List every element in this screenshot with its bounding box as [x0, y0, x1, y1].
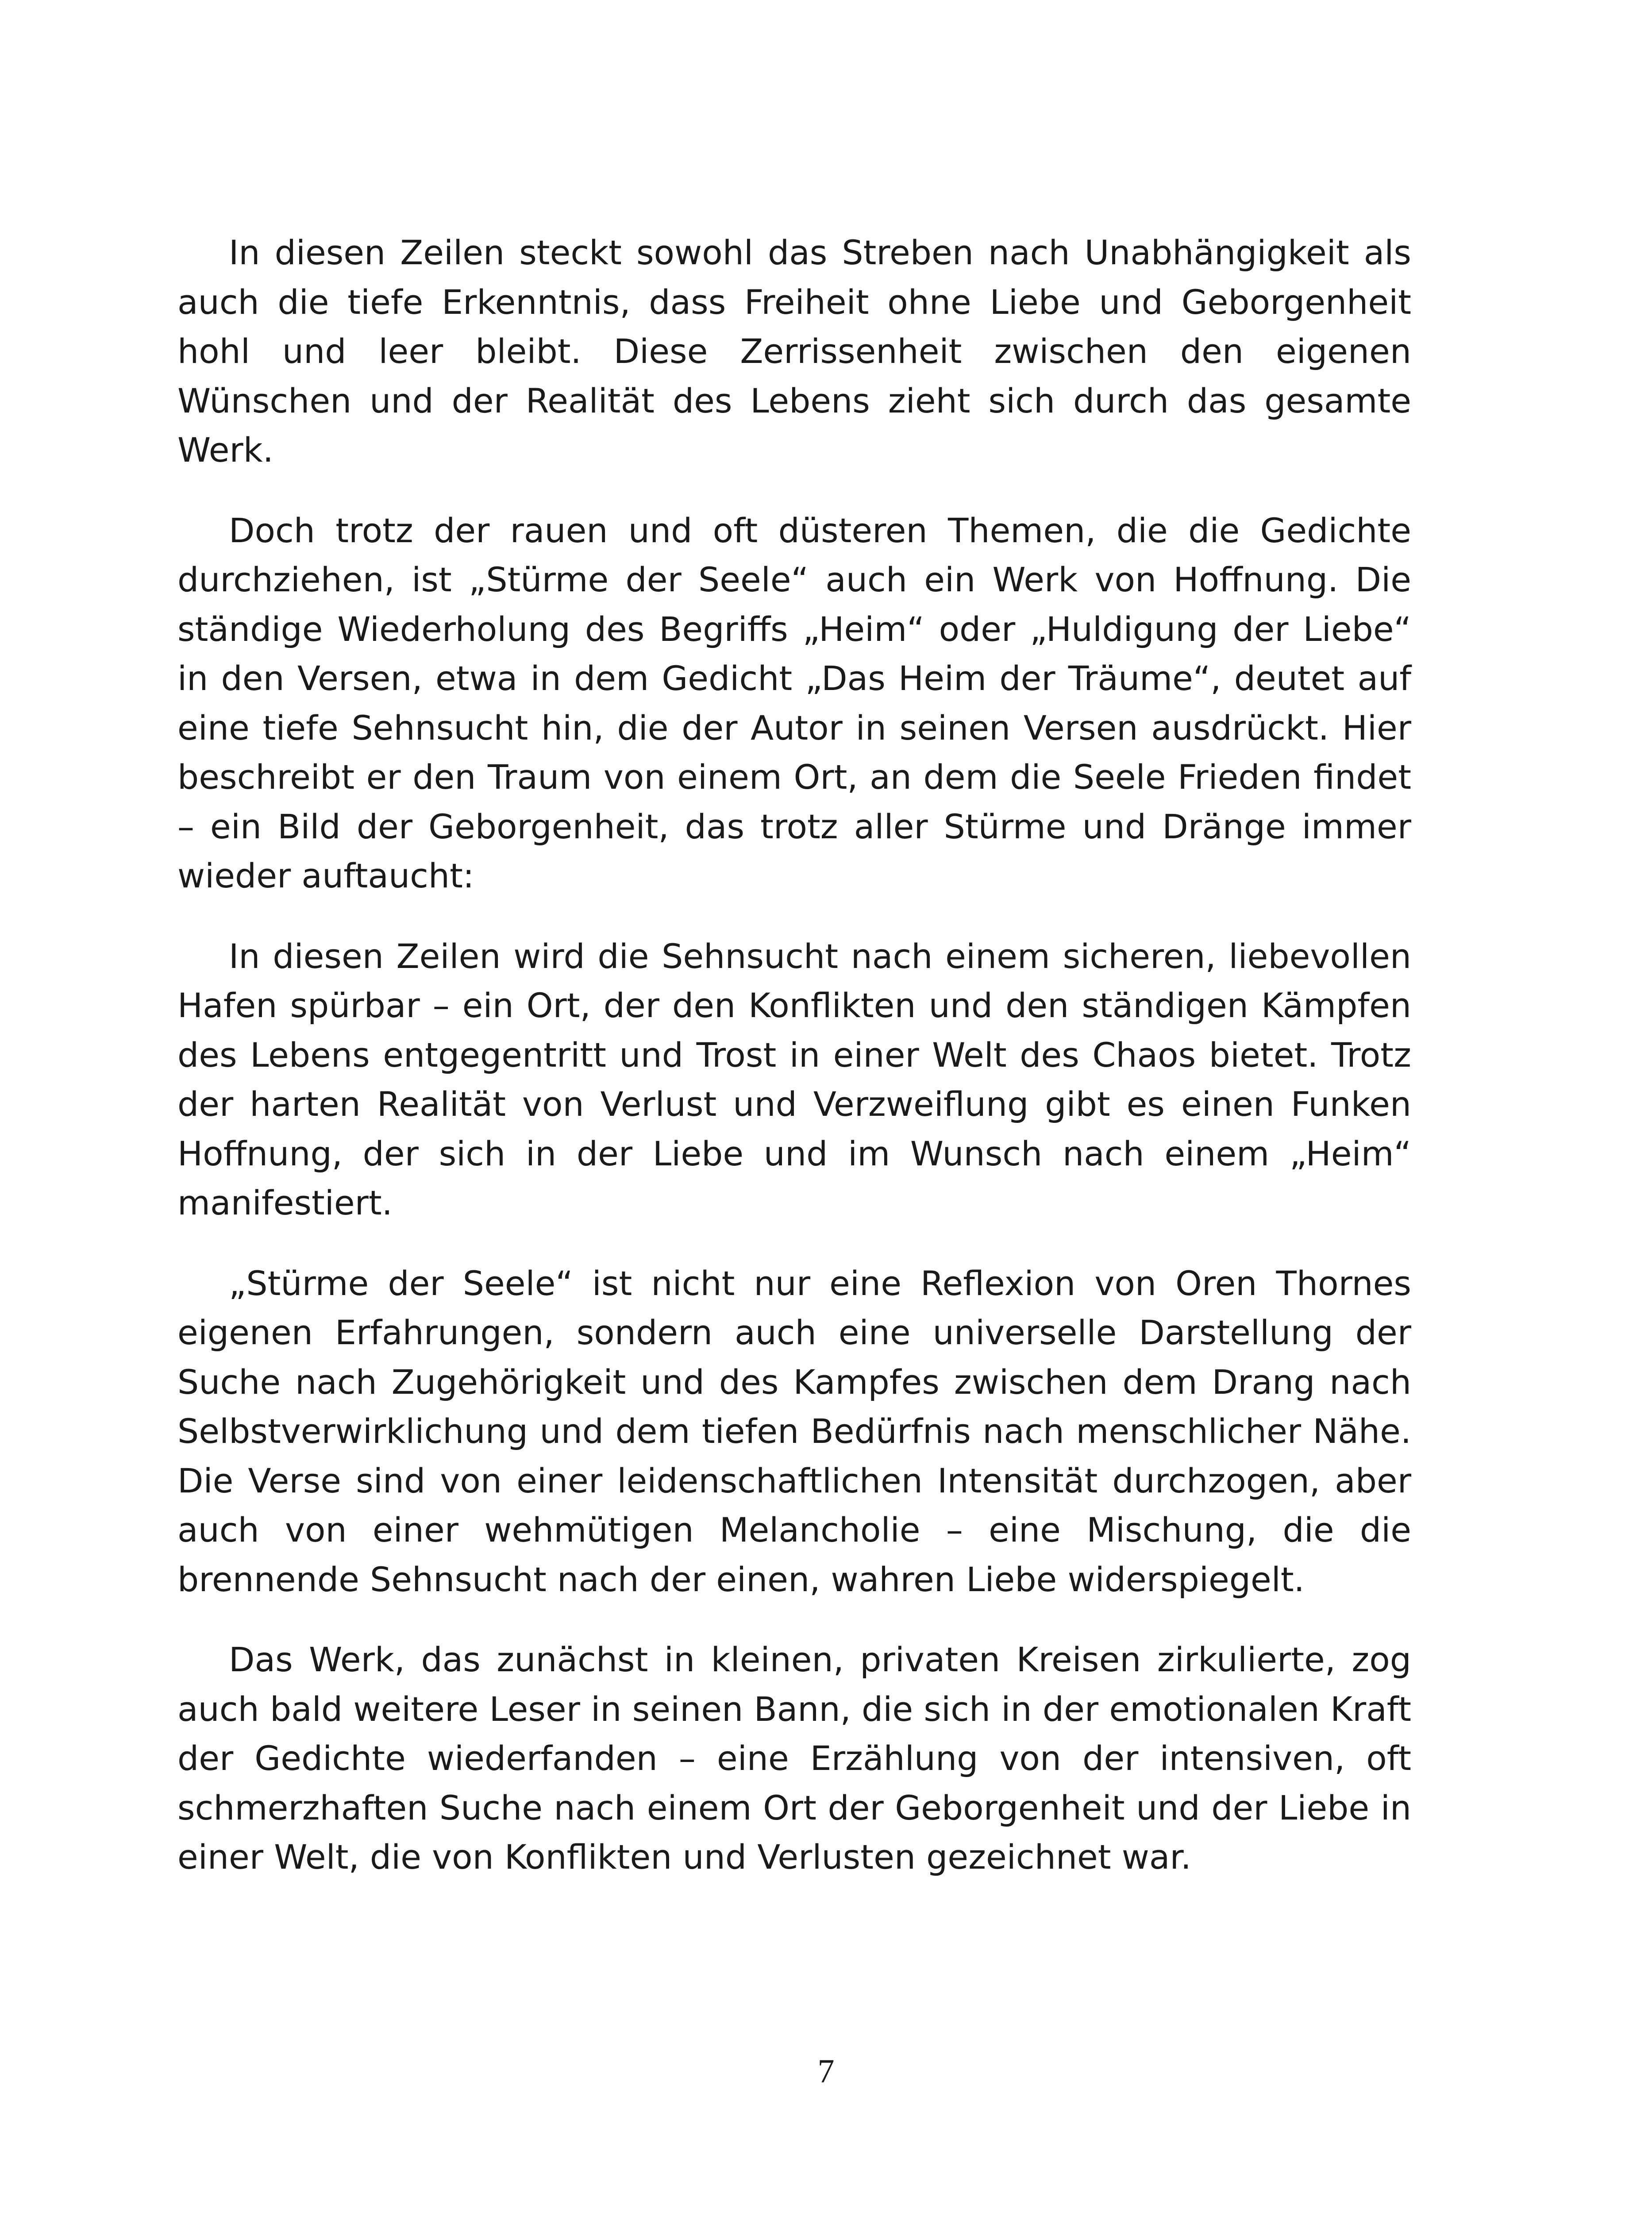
paragraph-5: Das Werk, das zunächst in kleinen, privaten Kreisen zirkulierte, zog auch bald weitere Leser in seinen Bann, die sich in der emotionalen Kraft der Gedichte wiederfanden – eine Erzählung von der intensiven, oft schmerzhaften Suche nach einem Ort der Geborgenheit und der Liebe in einer Welt, die von Konflikten und Verlusten gezeichnet war.	[177, 1640, 1411, 1877]
page-number: 7	[817, 2053, 835, 2090]
paragraph-4: „Stürme der Seele“ ist nicht nur eine Reflexion von Oren Thornes eigenen Erfahrungen, sondern auch eine universelle Darstellung der Suche nach Zugehörigkeit und des Kampfes zwischen dem Drang nach Selbstverwirklichung und dem tiefen Bedürfnis nach menschlicher Nähe. Die Verse sind von einer leidenschaftlichen Intensität durchzogen, aber auch von einer wehmütigen Melancholie – eine Mischung, die die brennende Sehnsucht nach der einen, wahren Liebe widerspiegelt.	[177, 1263, 1411, 1599]
paragraph-3: In diesen Zeilen wird die Sehnsucht nach einem sicheren, liebevollen Hafen spürbar – ein Ort, der den Konflikten und den ständigen Kämpfen des Lebens entgegentritt und Trost in einer Welt des Chaos bietet. Trotz der harten Realität von Verlust und Verzweiflung gibt es einen Funken Hoffnung, der sich in der Liebe und im Wunsch nach einem „Heim“ manifestiert.	[177, 936, 1411, 1222]
paragraph-2: Doch trotz der rauen und oft düsteren Themen, die die Gedichte durchziehen, ist „Stürme der Seele“ auch ein Werk von Hoffnung. Die ständige Wiederholung des Begriffs „Heim“ oder „Huldigung der Liebe“ in den Versen, etwa in dem Gedicht „Das Heim der Träume“, deutet auf eine tiefe Sehnsucht hin, die der Autor in seinen Versen ausdrückt. Hier beschreibt er den Traum von einem Ort, an dem die Seele Frieden findet – ein Bild der Geborgenheit, das trotz aller Stürme und Dränge immer wieder auftaucht:	[177, 510, 1411, 895]
body-text	[177, 228, 1411, 1913]
paragraph-1: In diesen Zeilen steckt sowohl das Streben nach Unabhängigkeit als auch die tiefe Erkenntnis, dass Freiheit ohne Liebe und Geborgenheit hohl und leer bleibt. Diese Zerrissenheit zwischen den eigenen Wünschen und der Realität des Lebens zieht sich durch das gesamte Werk.	[177, 233, 1411, 470]
